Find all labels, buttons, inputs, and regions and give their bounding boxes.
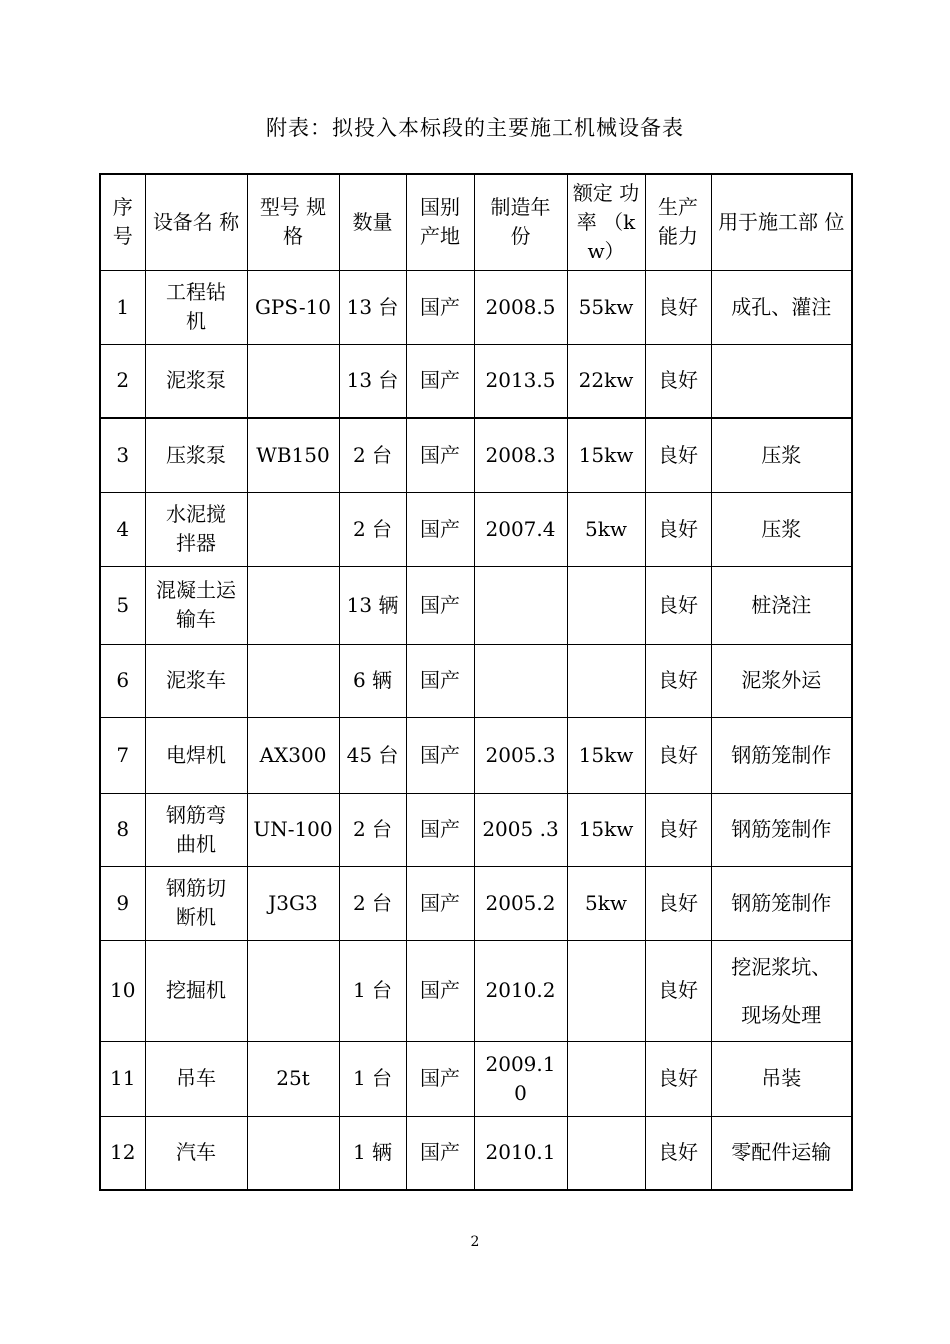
cell-quantity: 1 台 xyxy=(339,940,406,1041)
cell-model-spec: AX300 xyxy=(247,717,339,793)
cell-manufacture-year: 2013.5 xyxy=(474,344,567,418)
cell-origin: 国产 xyxy=(406,492,474,566)
cell-seq: 11 xyxy=(100,1041,145,1116)
cell-manufacture-year xyxy=(474,644,567,717)
cell-equipment-name: 泥浆泵 xyxy=(145,344,247,418)
table-header xyxy=(100,174,852,270)
cell-origin: 国产 xyxy=(406,644,474,717)
header-quantity: 数量 xyxy=(339,174,406,270)
header-capacity: 生产 能力 xyxy=(645,174,711,270)
cell-capacity: 良好 xyxy=(645,940,711,1041)
cell-usage: 挖泥浆坑、 现场处理 xyxy=(711,940,852,1041)
cell-equipment-name: 吊车 xyxy=(145,1041,247,1116)
cell-quantity: 13 台 xyxy=(339,344,406,418)
header-model-spec: 型号 规格 xyxy=(247,174,339,270)
cell-usage: 零配件运输 xyxy=(711,1116,852,1190)
cell-capacity: 良好 xyxy=(645,418,711,492)
cell-manufacture-year: 2007.4 xyxy=(474,492,567,566)
cell-seq: 2 xyxy=(100,344,145,418)
cell-usage: 压浆 xyxy=(711,418,852,492)
table-row xyxy=(100,344,852,418)
cell-capacity: 良好 xyxy=(645,644,711,717)
cell-usage: 钢筋笼制作 xyxy=(711,717,852,793)
cell-usage: 钢筋笼制作 xyxy=(711,793,852,866)
table-row xyxy=(100,492,852,566)
cell-rated-power: 15kw xyxy=(567,793,645,866)
cell-rated-power: 55kw xyxy=(567,270,645,344)
cell-model-spec: 25t xyxy=(247,1041,339,1116)
cell-capacity: 良好 xyxy=(645,793,711,866)
table-row xyxy=(100,644,852,717)
cell-manufacture-year: 2009.1 0 xyxy=(474,1041,567,1116)
cell-quantity: 2 台 xyxy=(339,793,406,866)
cell-model-spec xyxy=(247,566,339,644)
cell-model-spec xyxy=(247,644,339,717)
cell-seq: 3 xyxy=(100,418,145,492)
cell-equipment-name: 钢筋切 断机 xyxy=(145,866,247,940)
cell-manufacture-year xyxy=(474,566,567,644)
cell-seq: 10 xyxy=(100,940,145,1041)
cell-capacity: 良好 xyxy=(645,344,711,418)
table-row xyxy=(100,1116,852,1190)
cell-quantity: 2 台 xyxy=(339,492,406,566)
cell-equipment-name: 泥浆车 xyxy=(145,644,247,717)
cell-rated-power: 5kw xyxy=(567,866,645,940)
cell-rated-power: 5kw xyxy=(567,492,645,566)
cell-seq: 8 xyxy=(100,793,145,866)
cell-capacity: 良好 xyxy=(645,1116,711,1190)
cell-seq: 1 xyxy=(100,270,145,344)
cell-model-spec xyxy=(247,344,339,418)
cell-quantity: 1 辆 xyxy=(339,1116,406,1190)
cell-model-spec: WB150 xyxy=(247,418,339,492)
cell-rated-power xyxy=(567,644,645,717)
cell-equipment-name: 电焊机 xyxy=(145,717,247,793)
cell-origin: 国产 xyxy=(406,717,474,793)
cell-rated-power xyxy=(567,940,645,1041)
cell-equipment-name: 工程钻 机 xyxy=(145,270,247,344)
table-row xyxy=(100,793,852,866)
header-origin: 国别 产地 xyxy=(406,174,474,270)
cell-capacity: 良好 xyxy=(645,270,711,344)
cell-rated-power xyxy=(567,1041,645,1116)
cell-origin: 国产 xyxy=(406,418,474,492)
header-usage: 用于施工部 位 xyxy=(711,174,852,270)
cell-quantity: 2 台 xyxy=(339,418,406,492)
cell-quantity: 13 台 xyxy=(339,270,406,344)
table-row xyxy=(100,1041,852,1116)
cell-manufacture-year: 2005.2 xyxy=(474,866,567,940)
cell-quantity: 1 台 xyxy=(339,1041,406,1116)
cell-equipment-name: 挖掘机 xyxy=(145,940,247,1041)
cell-origin: 国产 xyxy=(406,344,474,418)
cell-usage: 泥浆外运 xyxy=(711,644,852,717)
cell-seq: 12 xyxy=(100,1116,145,1190)
cell-quantity: 6 辆 xyxy=(339,644,406,717)
cell-model-spec xyxy=(247,940,339,1041)
cell-capacity: 良好 xyxy=(645,717,711,793)
cell-usage xyxy=(711,344,852,418)
cell-usage: 钢筋笼制作 xyxy=(711,866,852,940)
table-row xyxy=(100,270,852,344)
cell-model-spec xyxy=(247,492,339,566)
cell-capacity: 良好 xyxy=(645,566,711,644)
cell-capacity: 良好 xyxy=(645,1041,711,1116)
cell-model-spec: UN-100 xyxy=(247,793,339,866)
table-row xyxy=(100,866,852,940)
cell-equipment-name: 压浆泵 xyxy=(145,418,247,492)
table-row xyxy=(100,566,852,644)
cell-seq: 7 xyxy=(100,717,145,793)
header-rated-power: 额定 功率 （kw） xyxy=(567,174,645,270)
cell-capacity: 良好 xyxy=(645,866,711,940)
cell-manufacture-year: 2010.1 xyxy=(474,1116,567,1190)
cell-usage: 桩浇注 xyxy=(711,566,852,644)
cell-rated-power: 15kw xyxy=(567,717,645,793)
cell-usage: 吊装 xyxy=(711,1041,852,1116)
cell-origin: 国产 xyxy=(406,793,474,866)
cell-equipment-name: 汽车 xyxy=(145,1116,247,1190)
cell-quantity: 45 台 xyxy=(339,717,406,793)
cell-model-spec xyxy=(247,1116,339,1190)
cell-quantity: 13 辆 xyxy=(339,566,406,644)
cell-manufacture-year: 2008.5 xyxy=(474,270,567,344)
cell-equipment-name: 水泥搅 拌器 xyxy=(145,492,247,566)
cell-manufacture-year: 2005.3 xyxy=(474,717,567,793)
table-row xyxy=(100,940,852,1041)
cell-model-spec: GPS-10 xyxy=(247,270,339,344)
cell-manufacture-year: 2005 .3 xyxy=(474,793,567,866)
cell-seq: 6 xyxy=(100,644,145,717)
header-equipment-name: 设备名 称 xyxy=(145,174,247,270)
cell-manufacture-year: 2010.2 xyxy=(474,940,567,1041)
cell-seq: 5 xyxy=(100,566,145,644)
header-manufacture-year: 制造年 份 xyxy=(474,174,567,270)
cell-origin: 国产 xyxy=(406,940,474,1041)
cell-rated-power: 15kw xyxy=(567,418,645,492)
cell-usage: 压浆 xyxy=(711,492,852,566)
cell-rated-power xyxy=(567,1116,645,1190)
cell-usage: 成孔、灌注 xyxy=(711,270,852,344)
table-row xyxy=(100,717,852,793)
cell-origin: 国产 xyxy=(406,566,474,644)
cell-equipment-name: 混凝土运 输车 xyxy=(145,566,247,644)
cell-manufacture-year: 2008.3 xyxy=(474,418,567,492)
cell-quantity: 2 台 xyxy=(339,866,406,940)
header-seq: 序 号 xyxy=(100,174,145,270)
cell-origin: 国产 xyxy=(406,1041,474,1116)
cell-origin: 国产 xyxy=(406,866,474,940)
table-body xyxy=(100,270,852,1190)
page-number: 2 xyxy=(470,1234,480,1250)
cell-origin: 国产 xyxy=(406,1116,474,1190)
cell-origin: 国产 xyxy=(406,270,474,344)
cell-equipment-name: 钢筋弯 曲机 xyxy=(145,793,247,866)
cell-seq: 9 xyxy=(100,866,145,940)
cell-rated-power xyxy=(567,566,645,644)
header-row xyxy=(100,174,852,270)
cell-capacity: 良好 xyxy=(645,492,711,566)
cell-seq: 4 xyxy=(100,492,145,566)
cell-model-spec: J3G3 xyxy=(247,866,339,940)
page-title: 附表：拟投入本标段的主要施工机械设备表 xyxy=(266,116,684,140)
cell-rated-power: 22kw xyxy=(567,344,645,418)
table-row xyxy=(100,418,852,492)
equipment-table xyxy=(99,173,853,1191)
